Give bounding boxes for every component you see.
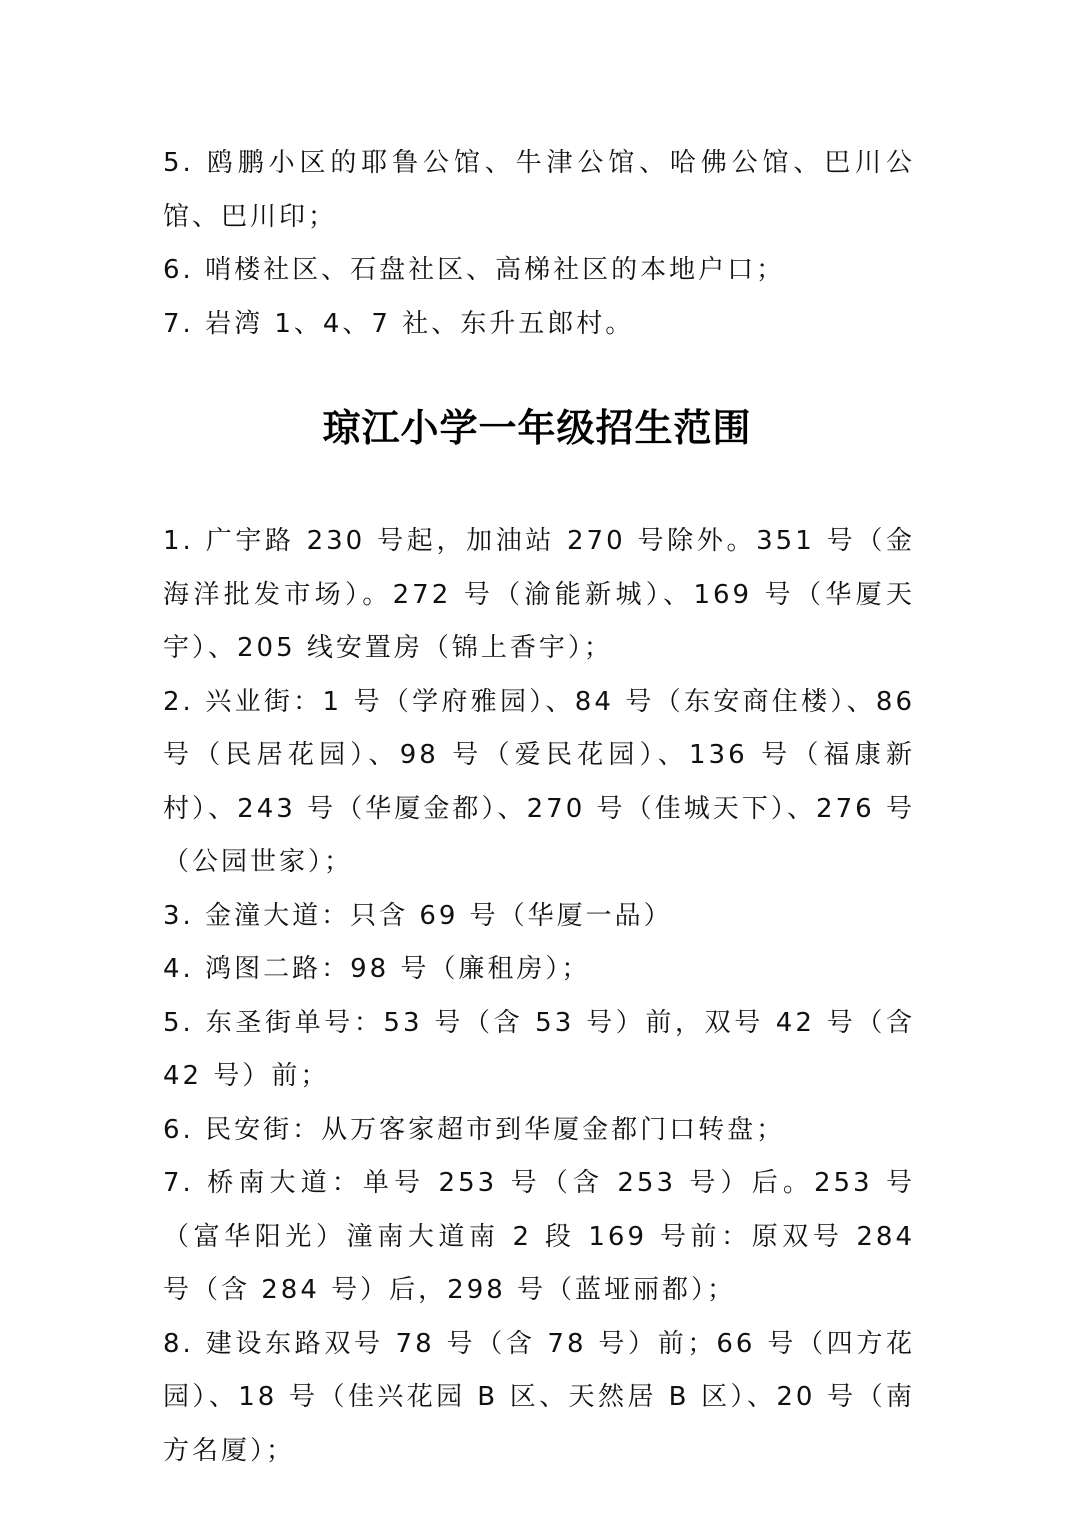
list-item: 7. 岩湾 1、4、7 社、东升五郎村。 (163, 308, 635, 339)
list-item: 8. 建设东路双号 78 号（含 78 号）前；66 号（四方花园）、18 号（佳兴花园 B 区、天然居 B 区）、20 号（南方名厦）； (163, 1328, 915, 1466)
list-item: 1. 广宇路 230 号起，加油站 270 号除外。351 号（金海洋批发市场）。272 号（渝能新城）、169 号（华厦天宇）、205 线安置房（锦上香宇）； (163, 526, 915, 663)
list-item: 7. 桥南大道：单号 253 号（含 253 号）后。253 号（富华阳光）潼南大道南 2 段 169 号前：原双号 284 号（含 284 号）后，298 号（蓝垭丽都）； (163, 1168, 915, 1305)
continued-list (163, 137, 915, 351)
list-item: 2. 兴业街：1 号（学府雅园）、84 号（东安商住楼）、86 号（民居花园）、98 号（爱民花园）、136 号（福康新村）、243 号（华厦金都）、270 号（佳城天下）、276 号（公园世家）； (163, 686, 915, 877)
list-item: 5. 鸥鹏小区的耶鲁公馆、牛津公馆、哈佛公馆、巴川公馆、巴川印； (163, 148, 915, 232)
enrollment-scope-list (163, 515, 915, 1478)
list-item: 6. 哨楼社区、石盘社区、高梯社区的本地户口； (163, 255, 786, 285)
list-item: 3. 金潼大道：只含 69 号（华厦一品） (163, 900, 673, 931)
section-heading: 琼江小学一年级招生范围 (322, 405, 752, 450)
list-item: 6. 民安街：从万客家超市到华厦金都门口转盘； (163, 1114, 786, 1145)
list-item: 5. 东圣街单号：53 号（含 53 号）前，双号 42 号（含 42 号）前； (163, 1007, 915, 1091)
list-item: 4. 鸿图二路：98 号（廉租房）； (163, 954, 591, 984)
